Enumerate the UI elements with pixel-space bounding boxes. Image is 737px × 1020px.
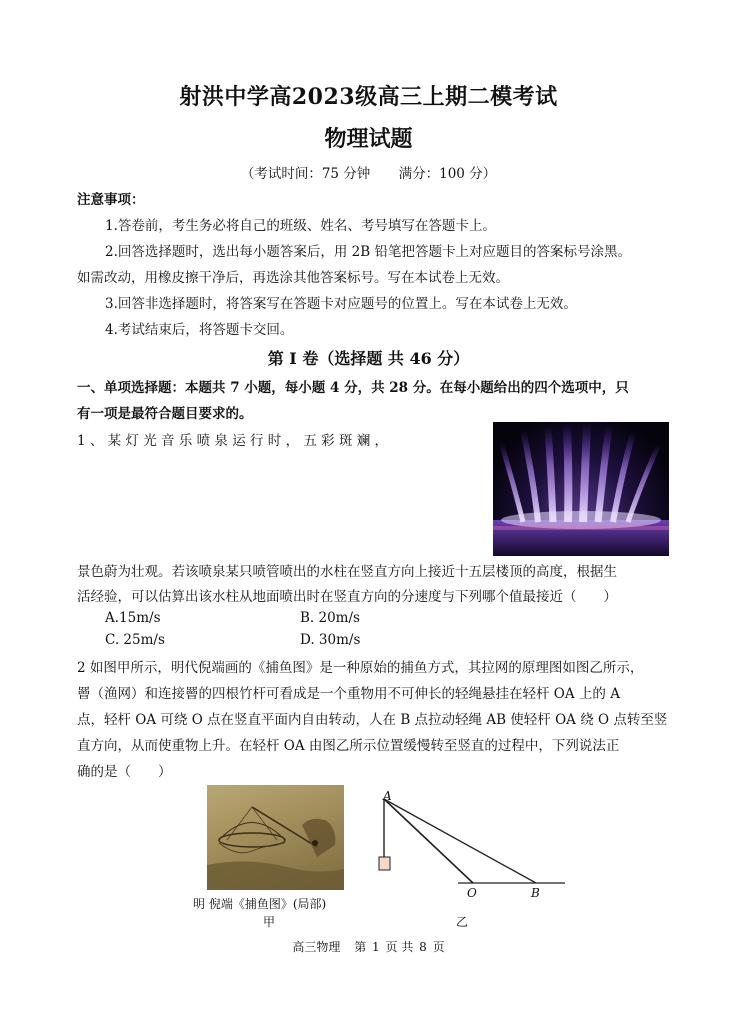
lever-diagram <box>370 785 570 895</box>
q1-option-d: D. 30m/s <box>300 632 361 648</box>
note-item: 2.回答选择题时，选出每小题答案后，用 2B 铅笔把答题卡上对应题目的答案标号涂黑。 <box>105 244 631 260</box>
note-item: 3.回答非选择题时，将答案写在答题卡对应题号的位置上。写在本试卷上无效。 <box>105 296 577 312</box>
q2-text: 直方向，从而使重物上升。在轻杆 OA 由图乙所示位置缓慢转至竖直的过程中，下列说法正 <box>77 738 620 754</box>
q1-option-c: C. 25m/s <box>105 632 165 648</box>
subject-title: 物理试题 <box>324 126 413 152</box>
point-b-label: B <box>531 886 540 900</box>
note-item: 4.考试结束后，将答题卡交回。 <box>105 322 294 338</box>
figure-right-label: 乙 <box>456 915 469 929</box>
figure-left-caption: 明 倪端《捕鱼图》(局部) <box>193 897 327 911</box>
figure-left-label: 甲 <box>263 915 276 929</box>
part-heading: 一、单项选择题：本题共 7 小题，每小题 4 分，共 28 分。在每小题给出的四个选项中，只 <box>77 380 629 396</box>
q1-text-cont: 活经验，可以估算出该水柱从地面喷出时在竖直方向的分速度与下列哪个值最接近（ ） <box>77 589 617 605</box>
q2-text: 点，轻杆 OA 可绕 O 点在竖直平面内自由转动，人在 B 点拉动轻绳 AB 使轻杆 OA 绕 O 点转至竖 <box>77 712 668 728</box>
part-heading-cont: 有一项是最符合题目要求的。 <box>77 406 253 422</box>
footer-page-word: 第 <box>354 940 367 954</box>
q2-text: 2 如图甲所示，明代倪端画的《捕鱼图》是一种原始的捕鱼方式，其拉网的原理图如图乙所示， <box>77 660 644 676</box>
exam-title: 射洪中学高2023级高三上期二模考试 <box>179 84 558 110</box>
footer-end: 页 <box>432 940 445 954</box>
q1-option-a: A.15m/s <box>105 610 161 626</box>
footer-total-pages: 8 <box>419 940 427 954</box>
footer-page-number: 1 <box>372 940 380 954</box>
exam-time: （考试时间：75 分钟 <box>240 166 371 182</box>
note-item: 如需改动，用橡皮擦干净后，再选涂其他答案标号。写在本试卷上无效。 <box>77 270 509 286</box>
q1-text: 景色蔚为壮观。若该喷泉某只喷管喷出的水柱在竖直方向上接近十五层楼顶的高度，根据生 <box>77 564 617 580</box>
footer-mid: 页 共 <box>385 940 414 954</box>
footer-subject: 高三物理 <box>292 940 341 954</box>
fishing-painting <box>207 785 344 890</box>
q2-text: 罾（渔网）和连接罾的四根竹杆可看成是一个重物用不可伸长的轻绳悬挂在轻杆 OA 上的 A <box>77 686 620 702</box>
note-item: 1.答卷前，考生务必将自己的班级、姓名、考号填写在答题卡上。 <box>105 218 496 234</box>
fountain-photo <box>493 422 669 556</box>
section-title: 第 I 卷（选择题 共 46 分） <box>267 349 470 368</box>
page-footer <box>0 938 737 955</box>
q2-text: 确的是（ ） <box>77 764 172 780</box>
exam-score: 满分：100 分） <box>398 166 497 182</box>
q1-lead: 1 、 某 灯 光 音 乐 喷 泉 运 行 时 ， 五 彩 斑 斓 ， <box>77 433 389 449</box>
q1-option-b: B. 20m/s <box>300 610 360 626</box>
notes-heading: 注意事项： <box>77 192 145 208</box>
exam-info <box>0 162 737 182</box>
point-a-label: A <box>383 789 392 803</box>
point-o-label: O <box>467 886 477 900</box>
